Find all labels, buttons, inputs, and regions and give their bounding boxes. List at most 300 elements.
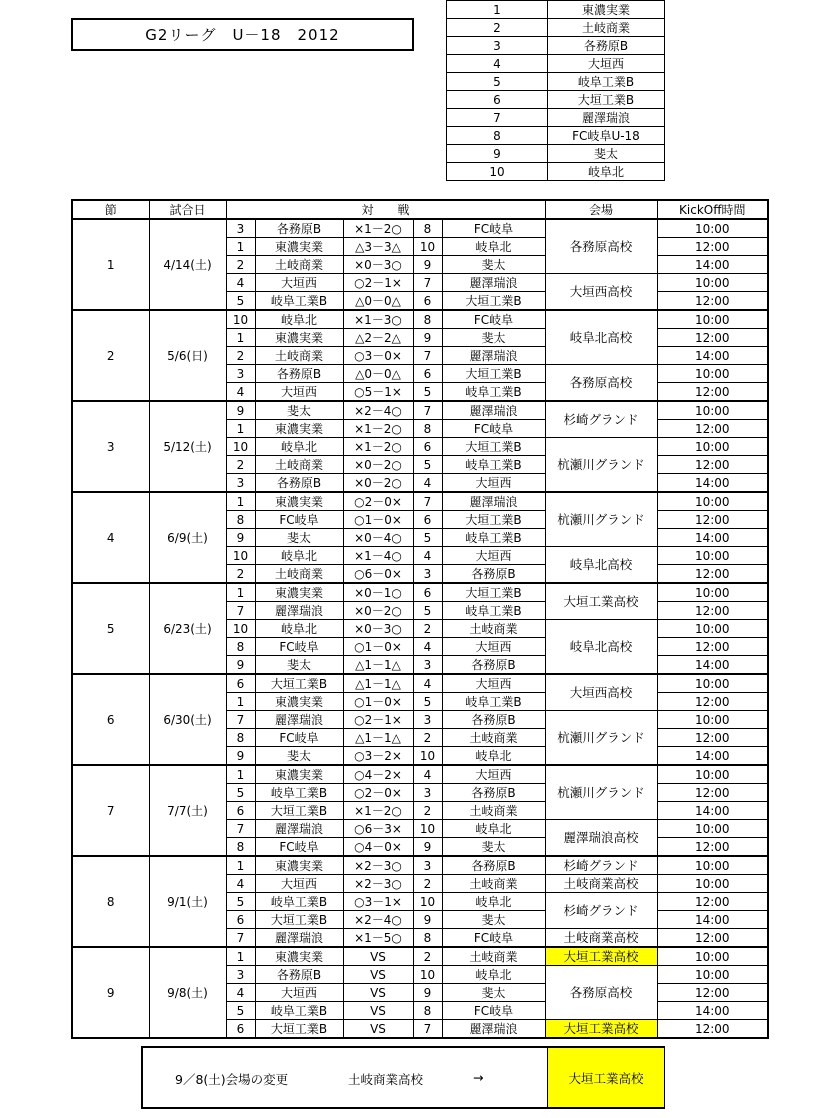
section-number: 1	[72, 219, 149, 310]
away-number: 4	[413, 674, 442, 693]
away-number: 10	[413, 747, 442, 766]
away-team: 岐阜北	[442, 820, 545, 838]
home-number: 3	[226, 219, 255, 238]
kickoff-time: 14:00	[657, 256, 768, 274]
home-team: 大垣西	[255, 984, 343, 1002]
away-team: FC岐阜	[442, 219, 545, 238]
away-number: 10	[413, 820, 442, 838]
team-row	[447, 91, 665, 109]
header-date: 試合日	[149, 200, 226, 219]
kickoff-time: 10:00	[657, 875, 768, 893]
match-result: △0－0△	[343, 292, 413, 311]
home-team: 岐阜北	[255, 310, 343, 329]
away-number: 2	[413, 802, 442, 820]
venue-cell: 杭瀬川グランド	[545, 765, 657, 820]
team-name: 岐阜北	[548, 163, 665, 181]
home-team: 大垣工業B	[255, 674, 343, 693]
away-number: 10	[413, 966, 442, 984]
away-team: FC岐阜	[442, 310, 545, 329]
home-number: 2	[226, 347, 255, 365]
away-number: 6	[413, 511, 442, 529]
away-number: 4	[413, 765, 442, 784]
match-result: ○2－0×	[343, 784, 413, 802]
home-number: 9	[226, 656, 255, 675]
kickoff-time: 12:00	[657, 329, 768, 347]
match-row	[72, 947, 768, 966]
match-result: ○4－2×	[343, 765, 413, 784]
team-name: 岐阜工業B	[548, 73, 665, 91]
home-team: 大垣西	[255, 875, 343, 893]
match-result: ×1－2○	[343, 802, 413, 820]
note-arrow: →	[473, 1070, 484, 1085]
match-result: △2－2△	[343, 329, 413, 347]
home-team: 岐阜工業B	[255, 784, 343, 802]
venue-cell: 大垣工業高校	[545, 1020, 657, 1039]
match-result: ○1－0×	[343, 638, 413, 656]
kickoff-time: 12:00	[657, 984, 768, 1002]
home-number: 3	[226, 966, 255, 984]
away-number: 5	[413, 383, 442, 402]
match-result: △3－3△	[343, 238, 413, 256]
match-result: VS	[343, 984, 413, 1002]
match-result: ○6－3×	[343, 820, 413, 838]
kickoff-time: 12:00	[657, 565, 768, 584]
team-row	[447, 109, 665, 127]
match-result: ×0－1○	[343, 583, 413, 602]
home-number: 1	[226, 856, 255, 875]
away-number: 7	[413, 274, 442, 292]
away-team: 大垣工業B	[442, 292, 545, 311]
home-team: FC岐阜	[255, 729, 343, 747]
away-number: 10	[413, 238, 442, 256]
venue-cell: 杭瀬川グランド	[545, 492, 657, 547]
home-number: 3	[226, 474, 255, 493]
away-number: 8	[413, 420, 442, 438]
team-number: 2	[447, 19, 548, 37]
team-row	[447, 163, 665, 181]
match-result: ○2－0×	[343, 492, 413, 511]
home-team: 各務原B	[255, 966, 343, 984]
away-team: FC岐阜	[442, 420, 545, 438]
kickoff-time: 10:00	[657, 711, 768, 729]
away-number: 7	[413, 492, 442, 511]
section-number: 8	[72, 856, 149, 947]
team-name: 斐太	[548, 145, 665, 163]
kickoff-time: 12:00	[657, 511, 768, 529]
kickoff-time: 14:00	[657, 1002, 768, 1020]
home-team: 岐阜工業B	[255, 1002, 343, 1020]
home-team: 麗澤瑞浪	[255, 929, 343, 948]
home-number: 8	[226, 638, 255, 656]
home-number: 1	[226, 238, 255, 256]
away-team: 大垣工業B	[442, 583, 545, 602]
away-number: 10	[413, 893, 442, 911]
home-number: 4	[226, 984, 255, 1002]
section-number: 5	[72, 583, 149, 674]
venue-cell: 岐阜北高校	[545, 547, 657, 584]
away-team: 土岐商業	[442, 620, 545, 638]
home-number: 7	[226, 711, 255, 729]
venue-cell: 岐阜北高校	[545, 620, 657, 675]
match-result: ×0－3○	[343, 256, 413, 274]
away-team: 斐太	[442, 838, 545, 857]
match-result: △1－1△	[343, 674, 413, 693]
home-number: 10	[226, 547, 255, 565]
away-team: 岐阜北	[442, 747, 545, 766]
match-row	[72, 765, 768, 784]
match-date: 9/1(土)	[149, 856, 226, 947]
away-team: 麗澤瑞浪	[442, 401, 545, 420]
match-date: 6/23(土)	[149, 583, 226, 674]
home-number: 1	[226, 947, 255, 966]
away-team: 土岐商業	[442, 802, 545, 820]
home-number: 9	[226, 529, 255, 547]
kickoff-time: 10:00	[657, 310, 768, 329]
home-number: 8	[226, 511, 255, 529]
team-row	[447, 1, 665, 19]
home-number: 6	[226, 1020, 255, 1039]
away-team: 各務原B	[442, 565, 545, 584]
away-number: 5	[413, 602, 442, 620]
home-team: FC岐阜	[255, 838, 343, 857]
home-team: 岐阜北	[255, 438, 343, 456]
away-number: 8	[413, 310, 442, 329]
away-team: 大垣工業B	[442, 438, 545, 456]
home-number: 4	[226, 383, 255, 402]
venue-cell: 大垣西高校	[545, 674, 657, 711]
away-team: 斐太	[442, 984, 545, 1002]
kickoff-time: 14:00	[657, 802, 768, 820]
team-number: 9	[447, 145, 548, 163]
home-team: 斐太	[255, 401, 343, 420]
away-number: 2	[413, 729, 442, 747]
home-number: 2	[226, 565, 255, 584]
section-number: 3	[72, 401, 149, 492]
home-team: 東濃実業	[255, 420, 343, 438]
team-number: 3	[447, 37, 548, 55]
away-number: 4	[413, 547, 442, 565]
away-team: FC岐阜	[442, 1002, 545, 1020]
match-result: ○2－1×	[343, 274, 413, 292]
kickoff-time: 10:00	[657, 620, 768, 638]
page-title: G2リーグ U－18 2012	[71, 18, 414, 51]
kickoff-time: 10:00	[657, 947, 768, 966]
away-number: 9	[413, 256, 442, 274]
note-to: 大垣工業高校	[547, 1048, 664, 1107]
away-number: 6	[413, 583, 442, 602]
home-team: 岐阜工業B	[255, 292, 343, 311]
away-team: 大垣工業B	[442, 365, 545, 383]
match-date: 5/6(日)	[149, 310, 226, 401]
away-team: 麗澤瑞浪	[442, 492, 545, 511]
match-result: ×0－2○	[343, 456, 413, 474]
kickoff-time: 14:00	[657, 529, 768, 547]
kickoff-time: 12:00	[657, 638, 768, 656]
match-row	[72, 401, 768, 420]
venue-cell: 各務原高校	[545, 219, 657, 274]
home-team: 各務原B	[255, 474, 343, 493]
away-team: FC岐阜	[442, 929, 545, 948]
home-team: FC岐阜	[255, 638, 343, 656]
home-number: 3	[226, 365, 255, 383]
home-number: 6	[226, 911, 255, 929]
home-number: 6	[226, 802, 255, 820]
away-number: 8	[413, 1002, 442, 1020]
match-result: ○4－0×	[343, 838, 413, 857]
home-team: 東濃実業	[255, 583, 343, 602]
away-number: 3	[413, 656, 442, 675]
match-result: ○3－2×	[343, 747, 413, 766]
header-row	[72, 200, 768, 219]
home-team: 東濃実業	[255, 238, 343, 256]
team-number: 8	[447, 127, 548, 145]
away-team: 岐阜工業B	[442, 602, 545, 620]
home-team: 大垣西	[255, 383, 343, 402]
home-team: 土岐商業	[255, 565, 343, 584]
away-team: 大垣西	[442, 638, 545, 656]
match-result: △0－0△	[343, 365, 413, 383]
away-number: 6	[413, 365, 442, 383]
kickoff-time: 14:00	[657, 656, 768, 675]
away-team: 麗澤瑞浪	[442, 1020, 545, 1039]
away-number: 2	[413, 947, 442, 966]
team-row	[447, 37, 665, 55]
home-team: 斐太	[255, 529, 343, 547]
home-number: 10	[226, 310, 255, 329]
match-result: VS	[343, 1002, 413, 1020]
away-team: 大垣工業B	[442, 511, 545, 529]
home-team: 東濃実業	[255, 947, 343, 966]
team-name: FC岐阜U-18	[548, 127, 665, 145]
home-number: 5	[226, 784, 255, 802]
kickoff-time: 14:00	[657, 347, 768, 365]
away-number: 3	[413, 856, 442, 875]
kickoff-time: 10:00	[657, 219, 768, 238]
match-result: ○1－0×	[343, 693, 413, 711]
away-number: 7	[413, 1020, 442, 1039]
match-row	[72, 674, 768, 693]
away-number: 5	[413, 693, 442, 711]
away-team: 各務原B	[442, 856, 545, 875]
team-name: 東濃実業	[548, 1, 665, 19]
home-team: 東濃実業	[255, 693, 343, 711]
team-name: 麗澤瑞浪	[548, 109, 665, 127]
section-number: 4	[72, 492, 149, 583]
header-kickoff: KickOff時間	[657, 200, 768, 219]
home-number: 1	[226, 693, 255, 711]
kickoff-time: 10:00	[657, 820, 768, 838]
match-date: 5/12(土)	[149, 401, 226, 492]
home-number: 2	[226, 256, 255, 274]
kickoff-time: 12:00	[657, 784, 768, 802]
away-team: 大垣西	[442, 674, 545, 693]
away-team: 各務原B	[442, 711, 545, 729]
match-row	[72, 492, 768, 511]
home-number: 10	[226, 620, 255, 638]
away-team: 麗澤瑞浪	[442, 347, 545, 365]
match-result: VS	[343, 966, 413, 984]
header-venue: 会場	[545, 200, 657, 219]
home-number: 10	[226, 438, 255, 456]
team-list	[446, 0, 665, 181]
kickoff-time: 14:00	[657, 747, 768, 766]
away-number: 9	[413, 984, 442, 1002]
away-team: 土岐商業	[442, 729, 545, 747]
home-team: 斐太	[255, 656, 343, 675]
kickoff-time: 12:00	[657, 893, 768, 911]
home-team: 麗澤瑞浪	[255, 711, 343, 729]
match-result: ×0－3○	[343, 620, 413, 638]
venue-cell: 各務原高校	[545, 365, 657, 402]
match-row	[72, 856, 768, 875]
away-team: 麗澤瑞浪	[442, 274, 545, 292]
team-number: 5	[447, 73, 548, 91]
match-date: 4/14(土)	[149, 219, 226, 310]
match-row	[72, 583, 768, 602]
home-team: 岐阜北	[255, 620, 343, 638]
match-result: ×0－4○	[343, 529, 413, 547]
home-number: 1	[226, 583, 255, 602]
home-team: 岐阜北	[255, 547, 343, 565]
kickoff-time: 10:00	[657, 547, 768, 565]
venue-cell: 杭瀬川グランド	[545, 711, 657, 766]
venue-cell: 岐阜北高校	[545, 310, 657, 365]
venue-change-note	[141, 1046, 665, 1109]
schedule-table	[71, 199, 769, 1039]
match-result: ○1－0×	[343, 511, 413, 529]
away-number: 4	[413, 638, 442, 656]
home-team: 大垣工業B	[255, 911, 343, 929]
away-team: 土岐商業	[442, 875, 545, 893]
venue-cell: 杉崎グランド	[545, 856, 657, 875]
section-number: 7	[72, 765, 149, 856]
home-team: 麗澤瑞浪	[255, 820, 343, 838]
away-team: 岐阜工業B	[442, 693, 545, 711]
home-team: 東濃実業	[255, 765, 343, 784]
home-number: 1	[226, 420, 255, 438]
match-result: ○5－1×	[343, 383, 413, 402]
section-number: 9	[72, 947, 149, 1038]
home-team: 各務原B	[255, 219, 343, 238]
kickoff-time: 10:00	[657, 438, 768, 456]
match-result: ×1－3○	[343, 310, 413, 329]
match-result: ×2－3○	[343, 875, 413, 893]
home-number: 5	[226, 292, 255, 311]
venue-cell: 麗澤瑞浪高校	[545, 820, 657, 857]
kickoff-time: 12:00	[657, 383, 768, 402]
venue-cell: 大垣工業高校	[545, 583, 657, 620]
away-team: 斐太	[442, 911, 545, 929]
home-team: 麗澤瑞浪	[255, 602, 343, 620]
home-number: 4	[226, 875, 255, 893]
away-team: 岐阜工業B	[442, 529, 545, 547]
venue-cell: 大垣工業高校	[545, 947, 657, 966]
match-date: 6/9(土)	[149, 492, 226, 583]
match-result: ×1－2○	[343, 438, 413, 456]
kickoff-time: 12:00	[657, 420, 768, 438]
team-number: 4	[447, 55, 548, 73]
kickoff-time: 14:00	[657, 911, 768, 929]
team-number: 7	[447, 109, 548, 127]
away-number: 9	[413, 329, 442, 347]
kickoff-time: 10:00	[657, 401, 768, 420]
team-row	[447, 145, 665, 163]
kickoff-time: 12:00	[657, 292, 768, 311]
home-team: 土岐商業	[255, 256, 343, 274]
away-number: 6	[413, 292, 442, 311]
section-number: 2	[72, 310, 149, 401]
match-result: ×2－4○	[343, 401, 413, 420]
venue-cell: 各務原高校	[545, 966, 657, 1020]
match-result: ×0－2○	[343, 474, 413, 493]
away-number: 8	[413, 219, 442, 238]
kickoff-time: 12:00	[657, 602, 768, 620]
team-name: 土岐商業	[548, 19, 665, 37]
venue-cell: 土岐商業高校	[545, 875, 657, 893]
home-number: 2	[226, 456, 255, 474]
match-result: ○2－1×	[343, 711, 413, 729]
match-result: ○6－0×	[343, 565, 413, 584]
away-team: 大垣西	[442, 765, 545, 784]
home-team: 斐太	[255, 747, 343, 766]
team-number: 10	[447, 163, 548, 181]
away-team: 土岐商業	[442, 947, 545, 966]
match-date: 6/30(土)	[149, 674, 226, 765]
home-number: 9	[226, 747, 255, 766]
team-row	[447, 73, 665, 91]
away-number: 5	[413, 456, 442, 474]
home-team: 各務原B	[255, 365, 343, 383]
home-number: 6	[226, 674, 255, 693]
team-row	[447, 55, 665, 73]
kickoff-time: 10:00	[657, 765, 768, 784]
venue-cell: 杉崎グランド	[545, 401, 657, 438]
team-number: 1	[447, 1, 548, 19]
match-result: ×1－5○	[343, 929, 413, 948]
away-team: 岐阜工業B	[442, 456, 545, 474]
away-number: 3	[413, 784, 442, 802]
match-result: ×1－4○	[343, 547, 413, 565]
header-sec: 節	[72, 200, 149, 219]
note-date: 9／8(土)会場の変更	[175, 1072, 289, 1087]
team-name: 大垣工業B	[548, 91, 665, 109]
home-number: 8	[226, 838, 255, 857]
kickoff-time: 12:00	[657, 1020, 768, 1039]
away-number: 3	[413, 711, 442, 729]
kickoff-time: 10:00	[657, 365, 768, 383]
match-result: ○3－1×	[343, 893, 413, 911]
home-team: 東濃実業	[255, 856, 343, 875]
home-number: 5	[226, 1002, 255, 1020]
home-team: 土岐商業	[255, 347, 343, 365]
away-number: 6	[413, 438, 442, 456]
team-row	[447, 19, 665, 37]
home-number: 1	[226, 329, 255, 347]
match-date: 7/7(土)	[149, 765, 226, 856]
away-number: 9	[413, 911, 442, 929]
kickoff-time: 12:00	[657, 729, 768, 747]
match-result: ×2－4○	[343, 911, 413, 929]
away-team: 大垣西	[442, 547, 545, 565]
match-result: △1－1△	[343, 729, 413, 747]
match-result: VS	[343, 1020, 413, 1039]
home-number: 7	[226, 929, 255, 948]
team-number: 6	[447, 91, 548, 109]
away-number: 4	[413, 474, 442, 493]
home-team: 岐阜工業B	[255, 893, 343, 911]
match-date: 9/8(土)	[149, 947, 226, 1038]
home-team: 土岐商業	[255, 456, 343, 474]
